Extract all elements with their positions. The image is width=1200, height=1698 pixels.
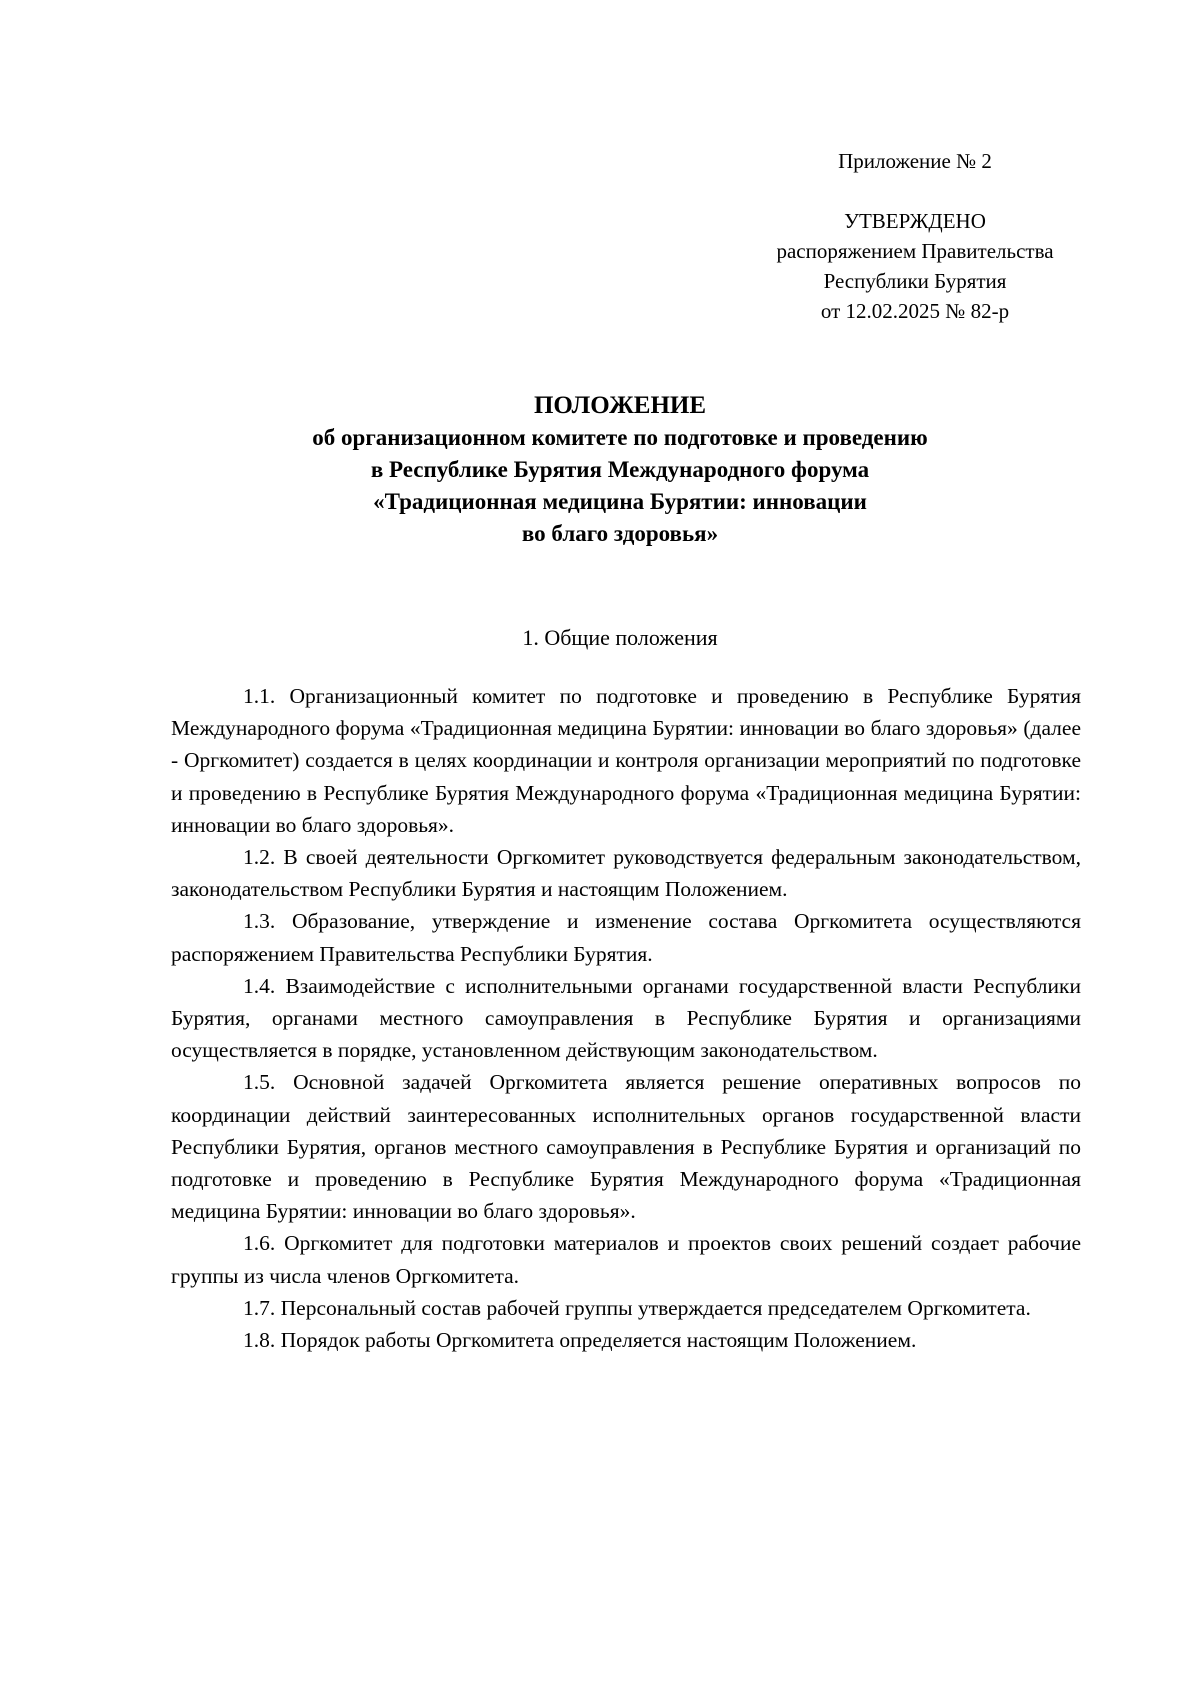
- approval-date-number: от 12.02.2025 № 82-р: [820, 299, 1010, 323]
- paragraph-1-8: 1.8. Порядок работы Оргкомитета определяется настоящим Положением.: [243, 1328, 917, 1353]
- document-title: ПОЛОЖЕНИЕ: [533, 392, 707, 419]
- appendix-number: Приложение № 2: [838, 149, 992, 173]
- paragraph-1-6: 1.6. Оргкомитет для подготовки материалов и проектов своих решений создает рабочие группы из числа членов Оргкомитета.: [171, 1231, 1081, 1288]
- paragraph-1-7: 1.7. Персональный состав рабочей группы утверждается председателем Оргкомитета.: [243, 1295, 1031, 1320]
- approved-label: УТВЕРЖДЕНО: [844, 209, 986, 233]
- approval-stamp-block: [740, 146, 1090, 326]
- paragraph-1-4: 1.4. Взаимодействие с исполнительными органами государственной власти Республики Бурятия, органами местного самоуправления в Республике Бурятия и организациями осуществляется в порядке, установленном действующим законодательством.: [171, 973, 1081, 1063]
- section-heading: 1. Общие положения: [522, 625, 718, 650]
- document-subtitle-line-3: «Традиционная медицина Бурятии: инновации: [373, 489, 867, 514]
- approved-by-order: распоряжением Правительства: [776, 239, 1054, 263]
- paragraph-1-1: 1.1. Организационный комитет по подготовке и проведению в Республике Бурятия Международного форума «Традиционная медицина Бурятии: инновации во благо здоровья» (далее - Оргкомитет) создается в целях координации и контроля организации мероприятий по подготовке и проведению в Республике Бурятия Международного форума «Традиционная медицина Бурятии: инновации во благо здоровья».: [171, 684, 1081, 837]
- document-subtitle-line-2: в Республике Бурятия Международного форума: [370, 457, 870, 482]
- document-title-block: [160, 390, 1080, 550]
- document-body: [171, 680, 1081, 1356]
- paragraph-1-2: 1.2. В своей деятельности Оргкомитет руководствуется федеральным законодательством, законодательством Республики Бурятия и настоящим Положением.: [171, 845, 1081, 902]
- document-subtitle-line-4: во благо здоровья»: [521, 521, 719, 546]
- approved-by-republic: Республики Бурятия: [823, 269, 1007, 293]
- paragraph-1-3: 1.3. Образование, утверждение и изменение состава Оргкомитета осуществляются распоряжением Правительства Республики Бурятия.: [171, 909, 1081, 966]
- document-subtitle-line-1: об организационном комитете по подготовке и проведению: [312, 425, 928, 450]
- paragraph-1-5: 1.5. Основной задачей Оргкомитета является решение оперативных вопросов по координации действий заинтересованных исполнительных органов государственной власти Республики Бурятия, органов местного самоуправления в Республике Бурятия и организаций по подготовке и проведению в Республике Бурятия Международного форума «Традиционная медицина Бурятии: инновации во благо здоровья».: [171, 1070, 1081, 1224]
